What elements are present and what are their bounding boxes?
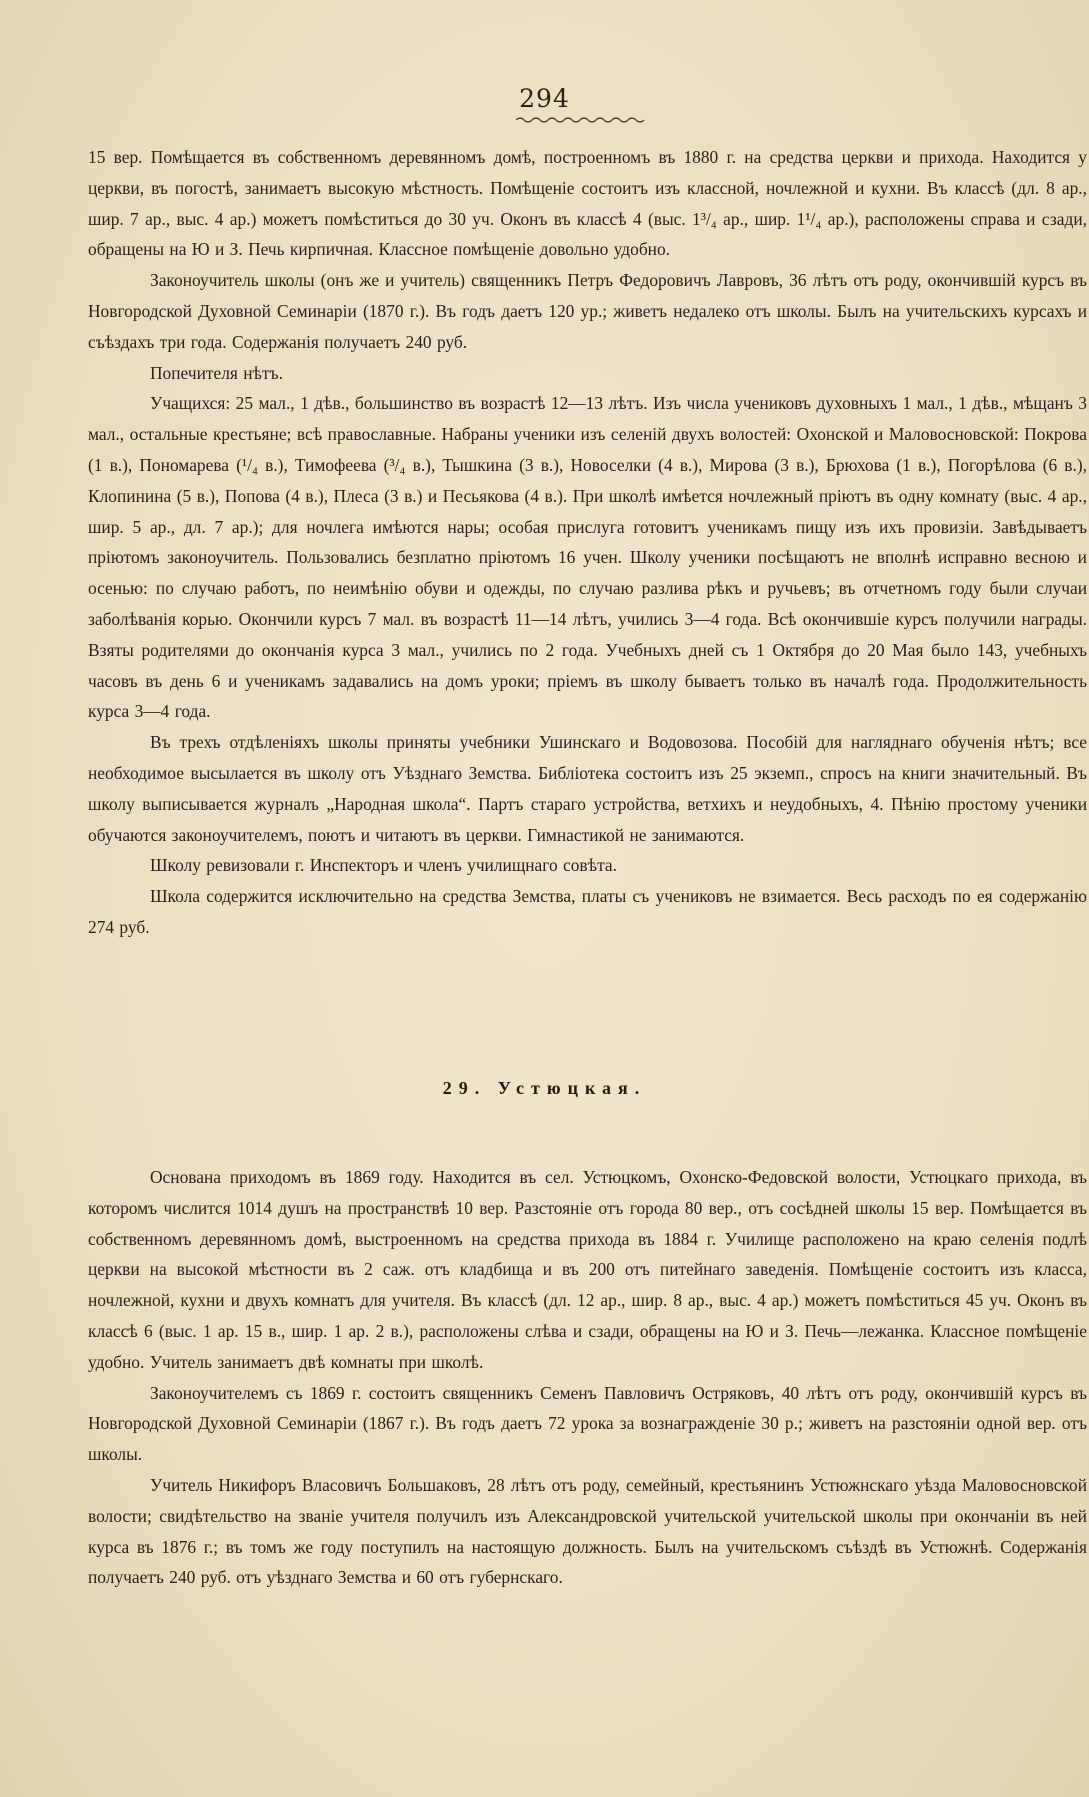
paragraph-textbooks: Въ трехъ отдѣленіяхъ школы приняты учебники Ушинскаго и Водовозова. Пособій для нагляднаго обученія нѣтъ; все необходимое высылается въ школу отъ Уѣзднаго Земства. Библіотека состоитъ изъ 25 экземп., спросъ на книги значительный. Въ школу выписывается журналъ „Народная школа“. Партъ стараго устройства, ветхихъ и неудобныхъ, 4. Пѣнію простому ученики обучаются законоучителемъ, поютъ и читаютъ въ церкви. Гимнастикой не занимаются. (88, 732, 1087, 845)
paragraph-law-teacher: Законоучителемъ съ 1869 г. состоитъ священникъ Семенъ Павловичъ Остряковъ, 40 лѣтъ отъ роду, окончившій курсъ въ Новгородской Духовной Семинаріи (1867 г.). Въ годъ даетъ 72 урока за вознагражденіе 30 р.; живетъ на разстояніи одной вер. отъ школы. (88, 1382, 1087, 1465)
paragraph-founding: Основана приходомъ въ 1869 году. Находится въ сел. Устюцкомъ, Охонско-Федовской волости, Устюцкаго прихода, въ которомъ числится 1014 душъ на пространствѣ 10 вер. Разстояніе отъ города 80 вер., отъ сосѣдней школы 15 вер. Помѣщается въ собственномъ деревянномъ домѣ, выстроенномъ на средства прихода въ 1884 г. Училище расположено на краю селенія подлѣ церкви на высокой мѣстности въ 2 саж. отъ кладбища и въ 200 отъ питейнаго заведенія. Помѣщеніе состоитъ изъ класса, ночлежной, кухни и двухъ комнатъ для учителя. Въ классѣ (дл. 12 ар., шир. 8 ар., выс. 4 ар.) можетъ помѣститься 45 уч. Оконъ въ классѣ 6 (выс. 1 ар. 15 в., шир. 1 ар. 2 в.), расположены слѣва и сзади, обращены на Ю и З. Печь—лежанка. Классное помѣщеніе удобно. Учитель занимаетъ двѣ комнаты при школѣ. (88, 1167, 1087, 1372)
paragraph-school-building: 15 вер. Помѣщается въ собственномъ деревянномъ домѣ, построенномъ въ 1880 г. на средства церкви и прихода. Находится у церкви, въ погостѣ, занимаетъ высокую мѣстность. Помѣщеніе состоитъ изъ классной, ночлежной и кухни. Въ классѣ (дл. 8 ар., шир. 7 ар., выс. 4 ар.) можетъ помѣститься до 30 уч. Оконъ въ классѣ 4 (выс. 1³/₄ ар., шир. 1¹/₄ ар.), расположены справа и сзади, обращены на Ю и З. Печь кирпичная. Классное помѣщеніе довольно удобно. (88, 147, 1087, 260)
paragraph-trustee: Попечителя нѣтъ. (150, 362, 283, 383)
body-text-bottom (88, 1162, 1087, 1593)
wavy-rule-ornament (516, 116, 646, 124)
paragraph-teacher: Законоучитель школы (онъ же и учитель) священникъ Петръ Федоровичъ Лавровъ, 36 лѣтъ отъ роду, окончившій курсъ въ Новгородской Духовной Семинаріи (1870 г.). Въ годъ даетъ 120 ур.; живетъ недалеко отъ школы. Былъ на учительскихъ курсахъ и съѣздахъ три года. Содержанія получаетъ 240 руб. (88, 270, 1087, 352)
paragraph-inspection: Школу ревизовали г. Инспекторъ и членъ училищнаго совѣта. (150, 855, 617, 876)
page-header (0, 84, 1089, 113)
paragraph-teacher-bolshakov: Учитель Никифоръ Власовичъ Большаковъ, 28 лѣтъ отъ роду, семейный, крестьянинъ Устюжнскаго уѣзда Маловосновской волости; свидѣтельство на званіе учителя получилъ изъ Александровской учительской учительской школы при окончаніи въ ней курса въ 1876 г.; въ томъ же году поступилъ на настоящую должность. Былъ на учительскомъ съѣздѣ въ Устюжнѣ. Содержанія получаетъ 240 руб. отъ уѣзднаго Земства и 60 отъ губернскаго. (88, 1474, 1087, 1588)
body-text-top (88, 142, 1087, 943)
paragraph-pupils: Учащихся: 25 мал., 1 дѣв., большинство въ возрастѣ 12—13 лѣтъ. Изъ числа учениковъ духовныхъ 1 мал., 1 дѣв., мѣщанъ 3 мал., остальные крестьяне; всѣ православные. Набраны ученики изъ селеній двухъ волостей: Охонской и Маловосновской: Покрова (1 в.), Пономарева (¹/₄ в.), Тимофеева (³/₄ в.), Тышкина (3 в.), Новоселки (4 в.), Мирова (3 в.), Брюхова (1 в.), Погорѣлова (6 в.), Клопинина (5 в.), Попова (4 в.), Плеса (3 в.) и Песьякова (4 в.). При школѣ имѣется ночлежный пріютъ въ одну комнату (выс. 4 ар., шир. 5 ар., дл. 7 ар.); для ночлега имѣются нары; особая прислуга готовитъ ученикамъ пищу изъ ихъ провизіи. Завѣдываетъ пріютомъ законоучитель. Пользовались безплатно пріютомъ 16 учен. Школу ученики посѣщаютъ не вполнѣ исправно весною и осенью: по случаю работъ, по неимѣнію обуви и одежды, по случаю разлива рѣкъ и ручьевъ; въ отчетномъ году были случаи заболѣванія корью. Окончили курсъ 7 мал. въ возрастѣ 11—14 лѣтъ, учились 3—4 года. Всѣ окончившіе курсъ получили награды. Взяты родителями до окончанія курса 3 мал., учились по 2 года. Учебныхъ дней съ 1 Октября до 20 Мая было 143, учебныхъ часовъ въ день 6 и ученикамъ задавались на домъ уроки; пріемъ въ школу бываетъ только въ началѣ года. Продолжительность курса 3—4 года. (88, 393, 1087, 722)
page-number: 294 (519, 84, 570, 113)
section-title: 29. Устюцкая. (442, 1078, 647, 1098)
paragraph-funding: Школа содержится исключительно на средства Земства, платы съ учениковъ не взимается. Весь расходъ по ея содержанію 274 руб. (88, 886, 1087, 937)
